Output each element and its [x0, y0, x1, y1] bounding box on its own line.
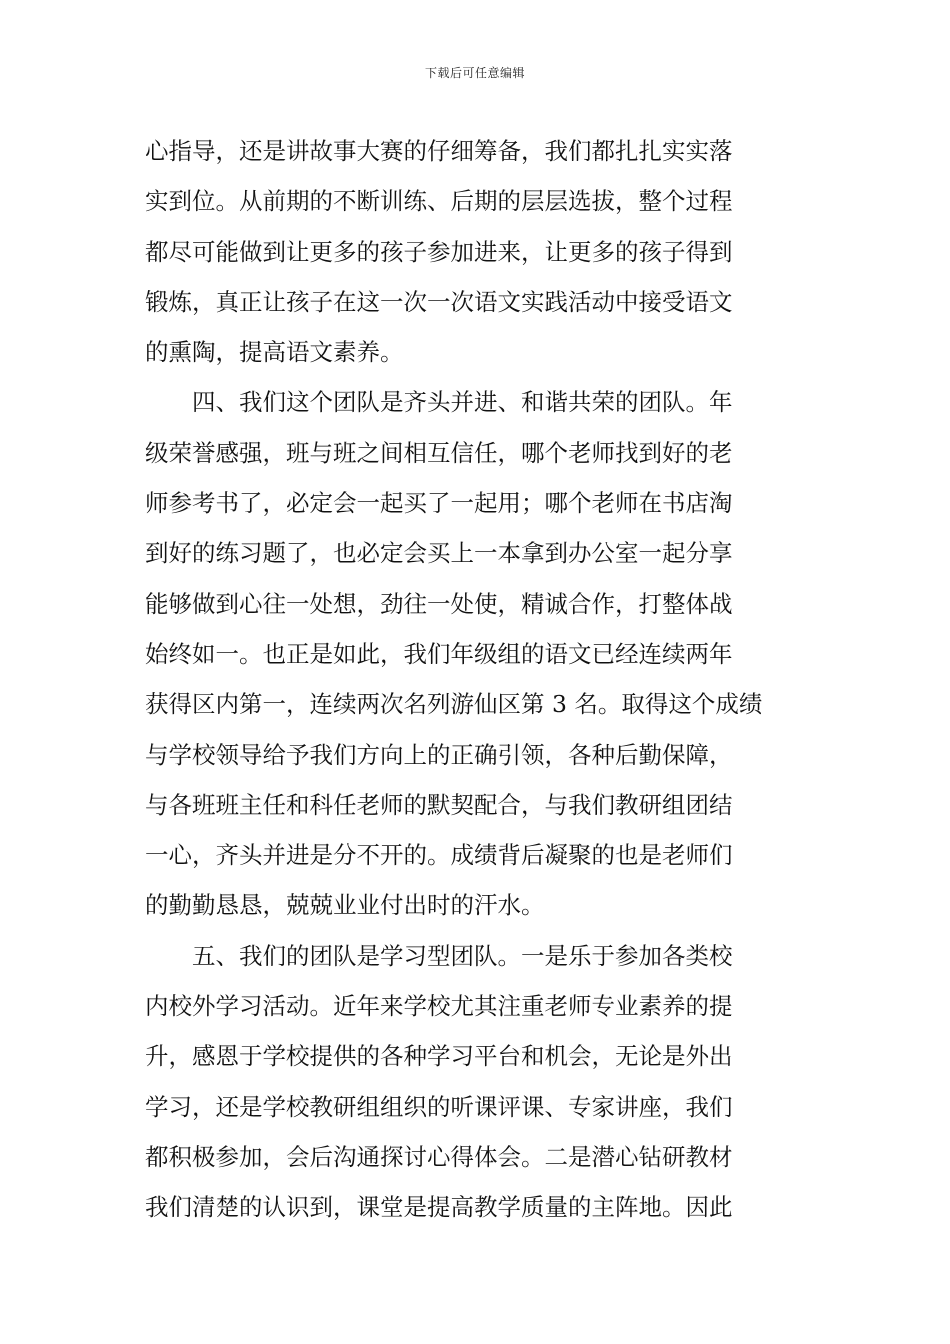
- text-line: 与各班班主任和科任老师的默契配合，与我们教研组团结: [145, 790, 733, 819]
- page-header: 下载后可任意编辑: [424, 66, 525, 80]
- text-line: 都尽可能做到让更多的孩子参加进来，让更多的孩子得到: [145, 237, 733, 266]
- text-line: 的熏陶，提高语文素养。: [145, 338, 404, 367]
- text-line: 师参考书了，必定会一起买了一起用；哪个老师在书店淘: [145, 489, 733, 518]
- text-line: 锻炼，真正让孩子在这一次一次语文实践活动中接受语文: [145, 287, 733, 316]
- text-line: 实到位。从前期的不断训练、后期的层层选拔，整个过程: [145, 187, 733, 216]
- text-line: 与学校领导给予我们方向上的正确引领，各种后勤保障，: [145, 740, 733, 769]
- text-line: 获得区内第一，连续两次名列游仙区第 3 名。取得这个成绩: [145, 690, 763, 719]
- paragraph-start-line: 四、我们这个团队是齐头并进、和谐共荣的团队。年: [192, 388, 733, 417]
- text-line: 我们清楚的认识到，课堂是提高教学质量的主阵地。因此: [145, 1193, 733, 1222]
- text-line: 升，感恩于学校提供的各种学习平台和机会，无论是外出: [145, 1042, 733, 1071]
- text-line: 内校外学习活动。近年来学校尤其注重老师专业素养的提: [145, 992, 733, 1021]
- text-line: 级荣誉感强，班与班之间相互信任，哪个老师找到好的老: [145, 438, 733, 467]
- paragraph-start-line: 五、我们的团队是学习型团队。一是乐于参加各类校: [192, 941, 733, 970]
- text-line: 都积极参加，会后沟通探讨心得体会。二是潜心钻研教材: [145, 1142, 733, 1171]
- document-body: [145, 126, 805, 1233]
- text-line: 一心，齐头并进是分不开的。成绩背后凝聚的也是老师们: [145, 841, 733, 870]
- text-line: 心指导，还是讲故事大赛的仔细筹备，我们都扎扎实实落: [145, 137, 733, 165]
- text-line: 到好的练习题了，也必定会买上一本拿到办公室一起分享: [145, 539, 733, 568]
- text-line: 的勤勤恳恳，兢兢业业付出时的汗水。: [145, 891, 545, 920]
- text-line: 始终如一。也正是如此，我们年级组的语文已经连续两年: [145, 639, 733, 668]
- text-line: 能够做到心往一处想，劲往一处使，精诚合作，打整体战: [145, 589, 733, 618]
- text-line: 学习，还是学校教研组组织的听课评课、专家讲座，我们: [145, 1092, 733, 1121]
